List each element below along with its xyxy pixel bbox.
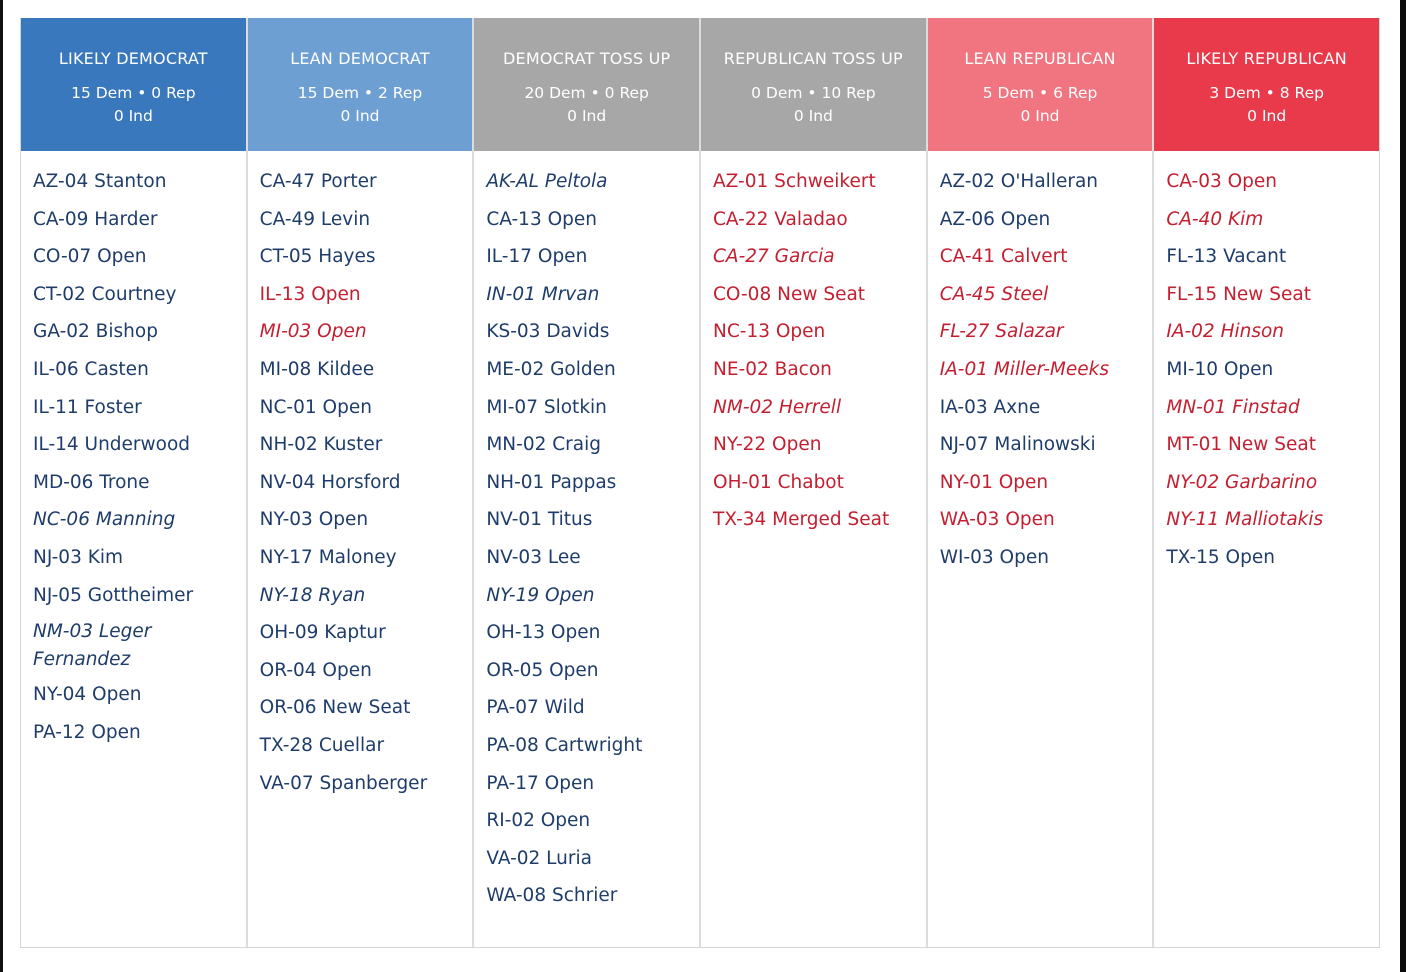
race-item[interactable]: CA-40 Kim — [1166, 208, 1264, 230]
race-item[interactable]: CA-13 Open — [486, 208, 598, 230]
race-list — [248, 151, 473, 802]
race-ratings-table — [20, 18, 1380, 948]
race-item[interactable]: TX-34 Merged Seat — [713, 509, 890, 531]
rating-column-democrat-toss-up — [474, 18, 701, 947]
race-item[interactable]: NH-01 Pappas — [486, 471, 617, 493]
race-item[interactable]: CA-47 Porter — [259, 171, 377, 192]
race-item[interactable]: TX-28 Cuellar — [259, 734, 385, 756]
race-item[interactable]: RI-02 Open — [486, 810, 591, 832]
race-item[interactable]: FL-27 Salazar — [939, 321, 1064, 343]
race-item[interactable]: FL-13 Vacant — [1166, 246, 1287, 268]
rating-column-lean-democrat — [248, 18, 475, 947]
ind-count: 0 Ind — [1247, 107, 1287, 125]
race-list — [701, 151, 926, 539]
race-item[interactable]: CT-05 Hayes — [259, 246, 376, 268]
race-item[interactable]: NY-22 Open — [713, 434, 822, 456]
race-item[interactable]: NY-11 Malliotakis — [1166, 509, 1324, 531]
race-item[interactable]: IA-02 Hinson — [1166, 321, 1285, 343]
race-item[interactable]: NY-03 Open — [259, 509, 369, 531]
race-item[interactable]: NC-01 Open — [259, 396, 372, 418]
race-item[interactable]: WI-03 Open — [939, 546, 1049, 568]
race-item[interactable]: NH-02 Kuster — [259, 434, 383, 456]
window-edge-right — [1400, 0, 1406, 972]
race-item[interactable]: VA-02 Luria — [486, 847, 592, 869]
seat-counts: 5 Dem • 6 Rep — [982, 84, 1098, 102]
race-list — [21, 151, 246, 751]
ind-count: 0 Ind — [567, 107, 607, 125]
seat-counts: 15 Dem • 2 Rep — [297, 84, 423, 102]
column-header — [21, 18, 246, 151]
window-edge-left — [0, 0, 3, 972]
race-item[interactable]: CA-41 Calvert — [939, 246, 1068, 268]
race-item[interactable]: NY-02 Garbarino — [1166, 471, 1318, 493]
column-title: REPUBLICAN TOSS UP — [723, 49, 903, 68]
race-item[interactable]: NJ-05 Gottheimer — [33, 584, 194, 606]
race-item[interactable]: MN-01 Finstad — [1166, 396, 1300, 418]
race-item[interactable]: NJ-03 Kim — [33, 546, 124, 568]
race-item[interactable]: OR-04 Open — [259, 659, 372, 681]
race-item[interactable]: NJ-07 Malinowski — [939, 434, 1096, 456]
ind-count: 0 Ind — [1020, 107, 1060, 125]
race-item[interactable]: AZ-01 Schweikert — [713, 171, 876, 192]
column-header — [248, 18, 473, 151]
race-item[interactable]: CA-03 Open — [1166, 171, 1278, 192]
race-item[interactable]: MT-01 New Seat — [1166, 434, 1316, 456]
race-item[interactable]: PA-17 Open — [486, 772, 595, 794]
race-item[interactable]: NC-13 Open — [713, 321, 826, 343]
column-title: LIKELY DEMOCRAT — [58, 49, 208, 68]
ind-count: 0 Ind — [793, 107, 833, 125]
race-item[interactable]: NY-01 Open — [939, 471, 1049, 493]
rating-column-lean-republican — [928, 18, 1155, 947]
race-item[interactable]: PA-08 Cartwright — [486, 734, 643, 756]
race-item[interactable]: IN-01 Mrvan — [486, 283, 600, 305]
race-item[interactable]: CO-07 Open — [33, 246, 147, 268]
race-item[interactable]: CA-27 Garcia — [713, 246, 835, 268]
rating-column-republican-toss-up — [701, 18, 928, 947]
race-item[interactable]: MD-06 Trone — [33, 471, 150, 493]
seat-counts: 0 Dem • 10 Rep — [751, 84, 876, 102]
race-list — [928, 151, 1153, 577]
rating-column-likely-republican — [1154, 18, 1379, 947]
race-item[interactable]: WA-03 Open — [939, 509, 1055, 531]
race-item[interactable]: AK-AL Peltola — [486, 171, 608, 192]
race-item[interactable]: OR-06 New Seat — [259, 697, 411, 719]
race-item[interactable]: OH-01 Chabot — [713, 471, 844, 493]
race-item[interactable]: AZ-06 Open — [939, 208, 1051, 230]
race-list — [1154, 151, 1379, 577]
race-item[interactable]: NM-02 Herrell — [713, 396, 842, 418]
seat-counts: 15 Dem • 0 Rep — [71, 84, 196, 102]
race-item[interactable]: IA-03 Axne — [939, 396, 1041, 418]
race-item[interactable]: NV-01 Titus — [486, 509, 593, 531]
column-title: LIKELY REPUBLICAN — [1186, 49, 1347, 68]
race-item[interactable]: OR-05 Open — [486, 659, 599, 681]
race-item[interactable]: IL-13 Open — [259, 283, 361, 305]
race-item[interactable]: CA-45 Steel — [939, 283, 1049, 305]
race-item[interactable]: PA-07 Wild — [486, 697, 585, 719]
race-item[interactable]: NM-03 Leger Fernandez — [33, 621, 152, 671]
race-item[interactable]: ME-02 Golden — [486, 358, 616, 380]
race-item[interactable]: WA-08 Schrier — [486, 885, 618, 907]
ind-count: 0 Ind — [113, 107, 153, 125]
rating-column-likely-democrat — [21, 18, 248, 947]
race-item[interactable]: PA-12 Open — [33, 721, 141, 743]
race-item[interactable]: TX-15 Open — [1166, 546, 1275, 568]
column-title: DEMOCRAT TOSS UP — [503, 49, 671, 68]
race-item[interactable]: CO-08 New Seat — [713, 283, 866, 305]
column-header — [701, 18, 926, 151]
race-item[interactable]: CA-09 Harder — [33, 208, 158, 230]
column-header — [1154, 18, 1379, 151]
race-item[interactable]: NV-03 Lee — [486, 546, 581, 568]
seat-counts: 20 Dem • 0 Rep — [524, 84, 649, 102]
seat-counts: 3 Dem • 8 Rep — [1209, 84, 1324, 102]
race-item[interactable]: NE-02 Bacon — [713, 358, 832, 380]
race-item[interactable]: IL-11 Foster — [33, 396, 142, 418]
race-item[interactable]: GA-02 Bishop — [33, 321, 158, 343]
race-item[interactable]: CA-49 Levin — [259, 208, 371, 230]
race-item[interactable]: CT-02 Courtney — [33, 283, 177, 305]
race-item[interactable]: IA-01 Miller-Meeks — [939, 358, 1110, 380]
race-item[interactable]: IL-14 Underwood — [33, 434, 191, 456]
race-item[interactable]: AZ-04 Stanton — [33, 171, 167, 192]
race-list — [474, 151, 699, 915]
race-item[interactable]: OH-09 Kaptur — [259, 622, 386, 644]
race-item[interactable]: MI-07 Slotkin — [486, 396, 607, 418]
race-item[interactable]: IL-06 Casten — [33, 358, 149, 380]
race-item[interactable]: NY-18 Ryan — [259, 584, 366, 606]
race-item[interactable]: NY-19 Open — [486, 584, 595, 606]
race-item[interactable]: IL-17 Open — [486, 246, 588, 268]
race-item[interactable]: NC-06 Manning — [33, 509, 176, 531]
race-item[interactable]: VA-07 Spanberger — [259, 772, 428, 794]
race-item[interactable]: MI-03 Open — [259, 321, 367, 343]
column-header — [928, 18, 1153, 151]
race-item[interactable]: OH-13 Open — [486, 622, 601, 644]
column-title: LEAN REPUBLICAN — [964, 49, 1116, 68]
ind-count: 0 Ind — [340, 107, 380, 125]
race-item[interactable]: AZ-02 O'Halleran — [939, 171, 1099, 192]
column-header — [474, 18, 699, 151]
race-item[interactable]: MI-08 Kildee — [259, 358, 375, 380]
race-item[interactable]: NY-04 Open — [33, 684, 142, 706]
race-item[interactable]: CA-22 Valadao — [713, 208, 848, 230]
column-title: LEAN DEMOCRAT — [290, 49, 430, 68]
race-item[interactable]: NV-04 Horsford — [259, 471, 401, 493]
race-item[interactable]: KS-03 Davids — [486, 321, 610, 343]
race-item[interactable]: NY-17 Maloney — [259, 546, 397, 568]
race-item[interactable]: MI-10 Open — [1166, 358, 1274, 380]
race-item[interactable]: FL-15 New Seat — [1166, 283, 1312, 305]
race-item[interactable]: MN-02 Craig — [486, 434, 601, 456]
